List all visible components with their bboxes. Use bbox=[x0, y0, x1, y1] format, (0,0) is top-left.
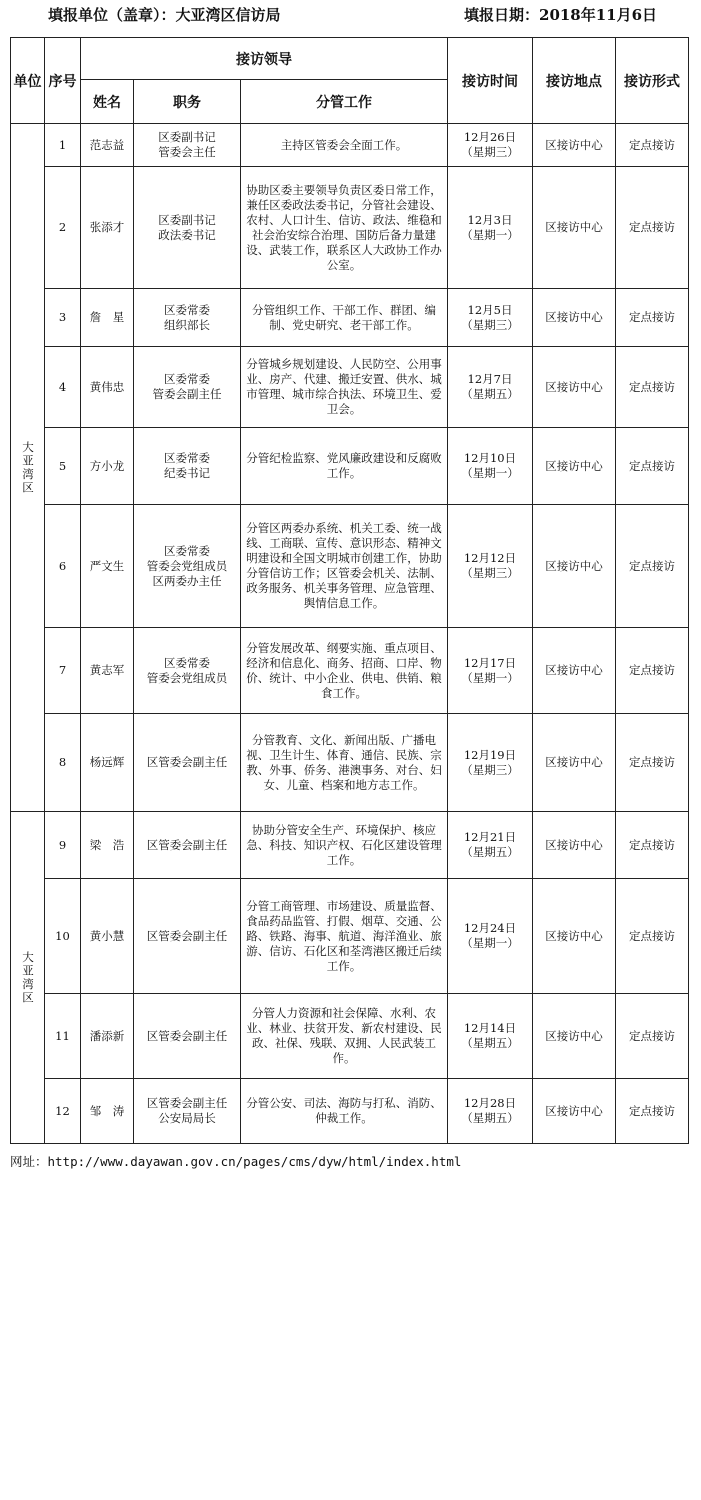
form-cell: 定点接访 bbox=[616, 428, 689, 505]
place-cell: 区接访中心 bbox=[533, 714, 616, 812]
name-cell: 梁 浩 bbox=[81, 812, 134, 879]
seq-cell: 2 bbox=[45, 167, 81, 289]
name-cell: 张添才 bbox=[81, 167, 134, 289]
seq-cell: 10 bbox=[45, 879, 81, 994]
time-cell: 12月26日 （星期三） bbox=[448, 124, 533, 167]
time-cell: 12月7日 （星期五） bbox=[448, 347, 533, 428]
col-leader-header: 接访领导 bbox=[81, 38, 448, 80]
duty-cell: 分管教育、文化、新闻出版、广播电视、卫生计生、体育、通信、民族、宗教、外事、侨务、港澳事务、对台、妇女、儿童、档案和地方志工作。 bbox=[241, 714, 448, 812]
form-cell: 定点接访 bbox=[616, 1079, 689, 1144]
place-cell: 区接访中心 bbox=[533, 628, 616, 714]
table-row bbox=[11, 289, 689, 347]
reporting-date: 填报日期：2018年11月6日 bbox=[464, 6, 658, 24]
position-cell: 区委常委 纪委书记 bbox=[134, 428, 241, 505]
name-cell: 詹 星 bbox=[81, 289, 134, 347]
form-header bbox=[0, 0, 701, 36]
place-cell: 区接访中心 bbox=[533, 124, 616, 167]
region-cell: 大亚湾区 bbox=[11, 124, 45, 812]
name-cell: 严文生 bbox=[81, 505, 134, 628]
place-cell: 区接访中心 bbox=[533, 994, 616, 1079]
table-row bbox=[11, 347, 689, 428]
time-cell: 12月5日 （星期三） bbox=[448, 289, 533, 347]
website-url: 网址：http://www.dayawan.gov.cn/pages/cms/dyw/html/index.html bbox=[10, 1154, 462, 1169]
duty-cell: 分管发展改革、纲要实施、重点项目、经济和信息化、商务、招商、口岸、物价、统计、中小企业、供电、供销、粮食工作。 bbox=[241, 628, 448, 714]
position-cell: 区管委会副主任 bbox=[134, 879, 241, 994]
place-cell: 区接访中心 bbox=[533, 347, 616, 428]
name-cell: 范志益 bbox=[81, 124, 134, 167]
seq-cell: 8 bbox=[45, 714, 81, 812]
position-cell: 区委副书记 政法委书记 bbox=[134, 167, 241, 289]
position-cell: 区管委会副主任 bbox=[134, 994, 241, 1079]
position-cell: 区委常委 组织部长 bbox=[134, 289, 241, 347]
time-cell: 12月3日 （星期一） bbox=[448, 167, 533, 289]
time-cell: 12月17日 （星期一） bbox=[448, 628, 533, 714]
col-name-header: 姓名 bbox=[81, 80, 134, 124]
name-cell: 黄志军 bbox=[81, 628, 134, 714]
col-position-header: 职务 bbox=[134, 80, 241, 124]
place-cell: 区接访中心 bbox=[533, 1079, 616, 1144]
place-cell: 区接访中心 bbox=[533, 812, 616, 879]
seq-cell: 6 bbox=[45, 505, 81, 628]
form-cell: 定点接访 bbox=[616, 289, 689, 347]
duty-cell: 分管公安、司法、海防与打私、消防、仲裁工作。 bbox=[241, 1079, 448, 1144]
position-cell: 区管委会副主任 bbox=[134, 714, 241, 812]
form-cell: 定点接访 bbox=[616, 994, 689, 1079]
name-cell: 黄小慧 bbox=[81, 879, 134, 994]
place-cell: 区接访中心 bbox=[533, 505, 616, 628]
position-cell: 区管委会副主任 公安局局长 bbox=[134, 1079, 241, 1144]
name-cell: 杨远辉 bbox=[81, 714, 134, 812]
col-seq-header: 序号 bbox=[45, 38, 81, 124]
seq-cell: 12 bbox=[45, 1079, 81, 1144]
col-unit-header: 单位 bbox=[11, 38, 45, 124]
table-row bbox=[11, 428, 689, 505]
form-cell: 定点接访 bbox=[616, 812, 689, 879]
name-cell: 黄伟忠 bbox=[81, 347, 134, 428]
duty-cell: 主持区管委会全面工作。 bbox=[241, 124, 448, 167]
time-cell: 12月10日 （星期一） bbox=[448, 428, 533, 505]
table-row bbox=[11, 714, 689, 812]
seq-cell: 11 bbox=[45, 994, 81, 1079]
time-cell: 12月14日 （星期五） bbox=[448, 994, 533, 1079]
col-time-header: 接访时间 bbox=[448, 38, 533, 124]
place-cell: 区接访中心 bbox=[533, 167, 616, 289]
duty-cell: 分管城乡规划建设、人民防空、公用事业、房产、代建、搬迁安置、供水、城市管理、城市综合执法、环境卫生、爱卫会。 bbox=[241, 347, 448, 428]
duty-cell: 分管人力资源和社会保障、水利、农业、林业、扶贫开发、新农村建设、民政、社保、残联、双拥、人民武装工作。 bbox=[241, 994, 448, 1079]
table-row bbox=[11, 1079, 689, 1144]
table-row bbox=[11, 505, 689, 628]
col-duty-header: 分管工作 bbox=[241, 80, 448, 124]
table-row bbox=[11, 167, 689, 289]
form-cell: 定点接访 bbox=[616, 714, 689, 812]
place-cell: 区接访中心 bbox=[533, 428, 616, 505]
duty-cell: 分管组织工作、干部工作、群团、编制、党史研究、老干部工作。 bbox=[241, 289, 448, 347]
place-cell: 区接访中心 bbox=[533, 879, 616, 994]
table-row bbox=[11, 879, 689, 994]
form-cell: 定点接访 bbox=[616, 124, 689, 167]
duty-cell: 协助区委主要领导负责区委日常工作，兼任区委政法委书记，分管社会建设、农村、人口计生、信访、政法、维稳和社会治安综合治理、国防后备力量建设、武装工作，联系区人大政协工作办公室。 bbox=[241, 167, 448, 289]
time-cell: 12月24日 （星期一） bbox=[448, 879, 533, 994]
time-cell: 12月12日 （星期三） bbox=[448, 505, 533, 628]
reception-schedule-table bbox=[10, 37, 689, 1144]
col-form-header: 接访形式 bbox=[616, 38, 689, 124]
duty-cell: 分管工商管理、市场建设、质量监督、食品药品监管、打假、烟草、交通、公路、铁路、海事、航道、海洋渔业、旅游、信访、石化区和荃湾港区搬迁后续工作。 bbox=[241, 879, 448, 994]
table-row bbox=[11, 994, 689, 1079]
seq-cell: 1 bbox=[45, 124, 81, 167]
position-cell: 区委副书记 管委会主任 bbox=[134, 124, 241, 167]
form-cell: 定点接访 bbox=[616, 628, 689, 714]
name-cell: 邹 涛 bbox=[81, 1079, 134, 1144]
form-cell: 定点接访 bbox=[616, 505, 689, 628]
seq-cell: 7 bbox=[45, 628, 81, 714]
form-cell: 定点接访 bbox=[616, 879, 689, 994]
seq-cell: 3 bbox=[45, 289, 81, 347]
seq-cell: 5 bbox=[45, 428, 81, 505]
table-row bbox=[11, 124, 689, 167]
duty-cell: 协助分管安全生产、环境保护、核应急、科技、知识产权、石化区建设管理工作。 bbox=[241, 812, 448, 879]
position-cell: 区委常委 管委会副主任 bbox=[134, 347, 241, 428]
duty-cell: 分管区两委办系统、机关工委、统一战线、工商联、宣传、意识形态、精神文明建设和全国文明城市创建工作，协助分管信访工作；区管委会机关、法制、政务服务、机关事务管理、应急管理、舆情信息工作。 bbox=[241, 505, 448, 628]
seq-cell: 9 bbox=[45, 812, 81, 879]
form-cell: 定点接访 bbox=[616, 347, 689, 428]
table-row bbox=[11, 628, 689, 714]
seq-cell: 4 bbox=[45, 347, 81, 428]
col-place-header: 接访地点 bbox=[533, 38, 616, 124]
time-cell: 12月21日 （星期五） bbox=[448, 812, 533, 879]
name-cell: 方小龙 bbox=[81, 428, 134, 505]
region-cell: 大亚湾区 bbox=[11, 812, 45, 1144]
table-row bbox=[11, 812, 689, 879]
duty-cell: 分管纪检监察、党风廉政建设和反腐败工作。 bbox=[241, 428, 448, 505]
name-cell: 潘添新 bbox=[81, 994, 134, 1079]
reporting-unit: 填报单位（盖章）：大亚湾区信访局 bbox=[48, 6, 281, 24]
form-cell: 定点接访 bbox=[616, 167, 689, 289]
time-cell: 12月19日 （星期三） bbox=[448, 714, 533, 812]
place-cell: 区接访中心 bbox=[533, 289, 616, 347]
position-cell: 区委常委 管委会党组成员 bbox=[134, 628, 241, 714]
position-cell: 区委常委 管委会党组成员 区两委办主任 bbox=[134, 505, 241, 628]
time-cell: 12月28日 （星期五） bbox=[448, 1079, 533, 1144]
position-cell: 区管委会副主任 bbox=[134, 812, 241, 879]
